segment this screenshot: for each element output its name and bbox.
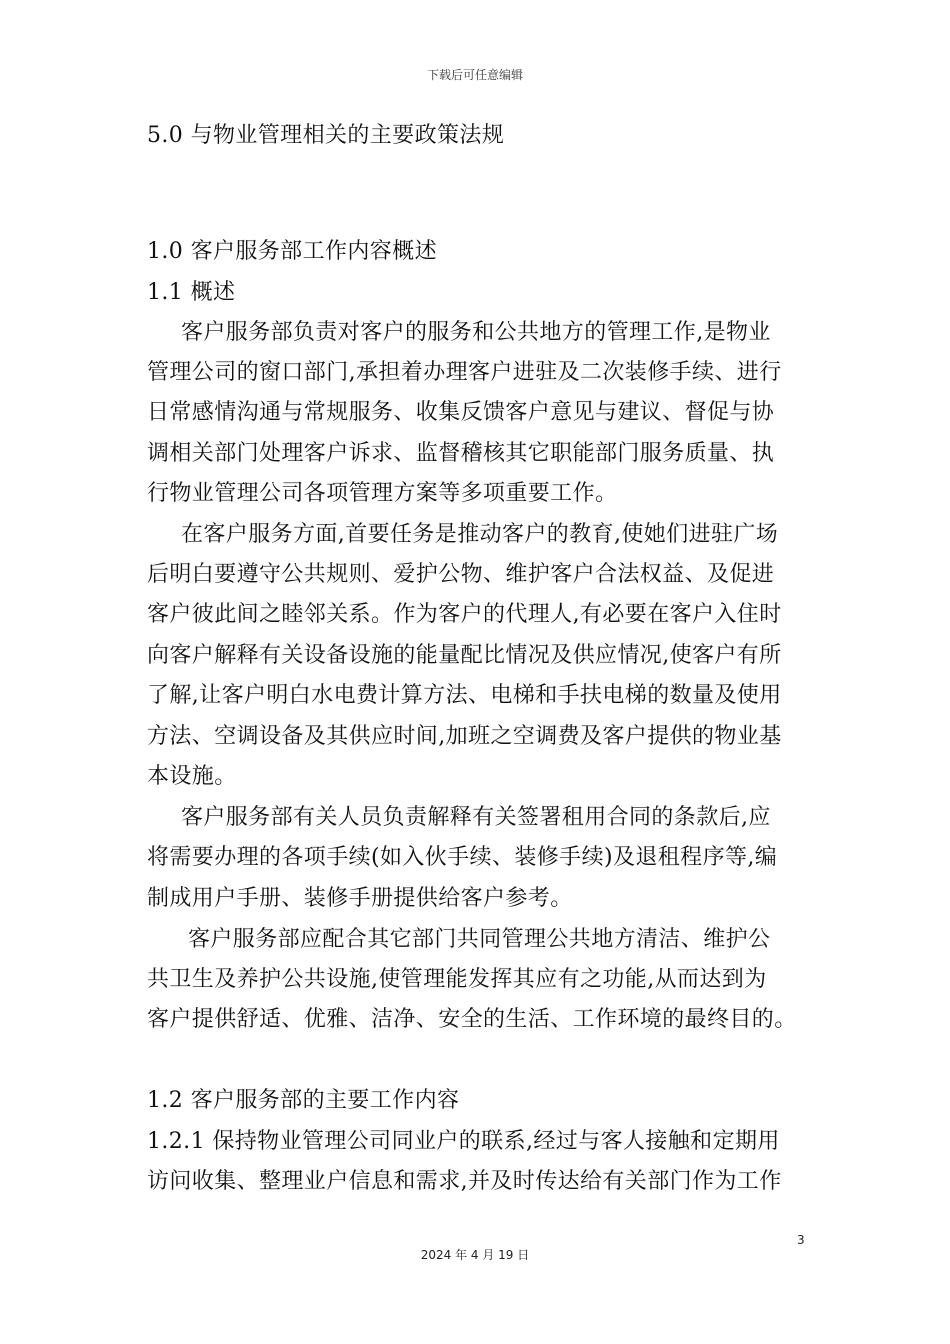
paragraph-line: 客户服务部负责对客户的服务和公共地方的管理工作,是物业 [181,320,771,345]
paragraph-line: 本设施。 [147,764,237,789]
subsection-heading: 1.2 客户服务部的主要工作内容 [147,1088,460,1113]
page-header: 下载后可任意编辑 [426,68,523,82]
paragraph-line: 管理公司的窗口部门,承担着办理客户进驻及二次装修手续、进行 [147,360,782,385]
paragraph-line: 客户服务部应配合其它部门共同管理公共地方清洁、维护公 [188,927,771,952]
page-number: 3 [797,1233,805,1247]
paragraph-line: 日常感情沟通与常规服务、收集反馈客户意见与建议、督促与协 [147,400,775,425]
paragraph-line: 向客户解释有关设备设施的能量配比情况及供应情况,使客户有所 [147,643,782,668]
paragraph-line: 方法、空调设备及其供应时间,加班之空调费及客户提供的物业基 [147,724,782,749]
paragraph-line: 制成用户手册、装修手册提供给客户参考。 [147,886,573,911]
paragraph-line: 客户服务部有关人员负责解释有关签署租用合同的条款后,应 [181,805,771,830]
section-heading: 5.0 与物业管理相关的主要政策法规 [147,123,505,148]
paragraph-line: 后明白要遵守公共规则、爱护公物、维护客户合法权益、及促进 [147,562,775,587]
paragraph-line: 共卫生及养护公共设施,使管理能发挥其应有之功能,从而达到为 [147,967,767,992]
paragraph-line: 客户提供舒适、优雅、洁净、安全的生活、工作环境的最终目的。 [147,1007,797,1032]
footer-date: 2024 年 4 月 19 日 [420,1248,530,1262]
paragraph-line: 在客户服务方面,首要任务是推动客户的教育,使她们进驻广场 [181,522,779,547]
paragraph-line: 访问收集、整理业户信息和需求,并及时传达给有关部门作为工作 [147,1169,782,1194]
paragraph-line: 了解,让客户明白水电费计算方法、电梯和手扶电梯的数量及使用 [147,683,782,708]
section-heading: 1.0 客户服务部工作内容概述 [147,239,437,264]
paragraph-line: 调相关部门处理客户诉求、监督稽核其它职能部门服务质量、执 [147,441,775,466]
subsection-heading: 1.1 概述 [147,280,236,305]
paragraph-line: 客户彼此间之睦邻关系。作为客户的代理人,有必要在客户入住时 [147,602,782,627]
paragraph-line: 1.2.1 保持物业管理公司同业户的联系,经过与客人接触和定期用 [147,1129,780,1154]
paragraph-line: 将需要办理的各项手续(如入伙手续、装修手续)及退租程序等,编 [147,845,778,870]
paragraph-line: 行物业管理公司各项管理方案等多项重要工作。 [147,481,618,506]
